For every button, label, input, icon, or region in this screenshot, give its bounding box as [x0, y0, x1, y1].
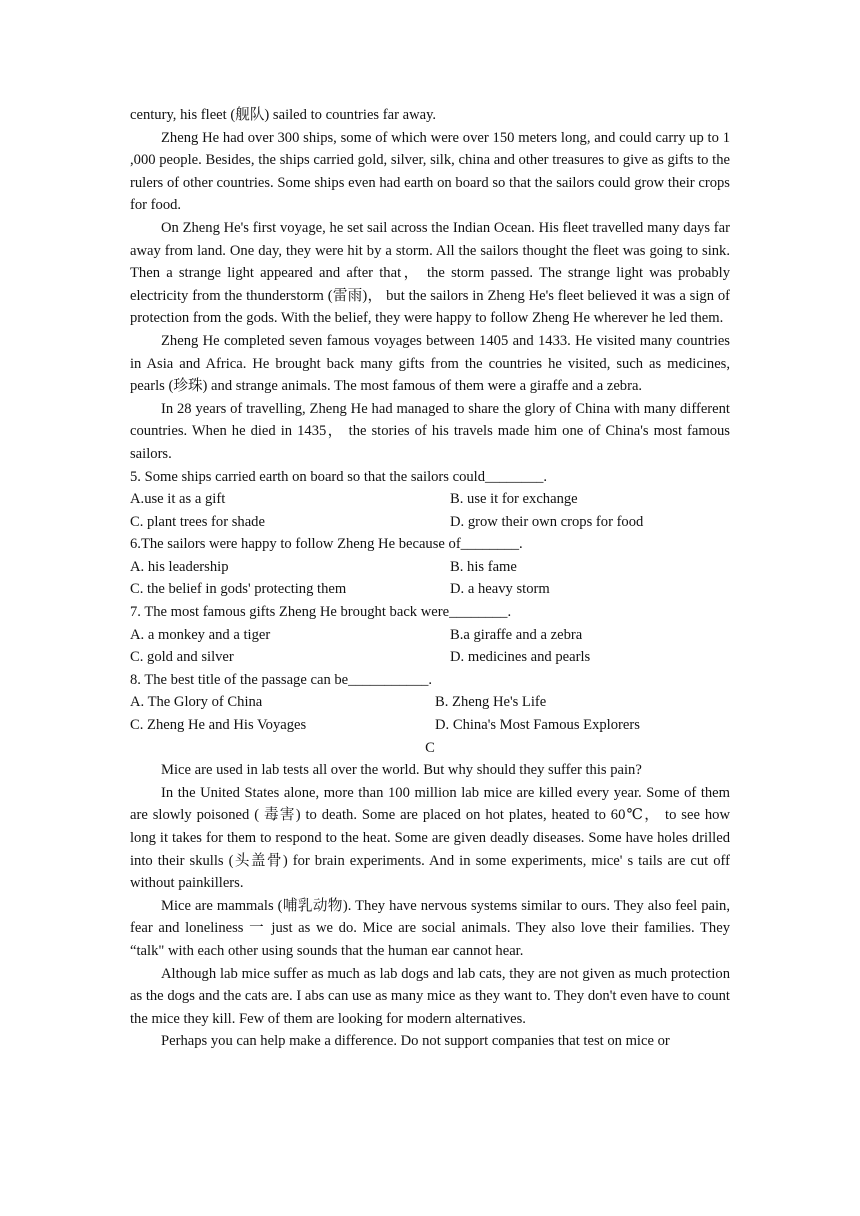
option-b: B.a giraffe and a zebra — [450, 626, 583, 643]
paragraph: Although lab mice suffer as much as lab dogs and lab cats, they are not given as much protection as the dogs and the cats are. I abs can use as many mice as they want to. They don't even have to count the mice they kill. Few of them are looking for modern alternatives. — [130, 965, 730, 1027]
paragraph: Mice are mammals (哺乳动物). They have nervous systems similar to ours. They also feel pain, fear and loneliness 一 just as we do. Mice are social animals. They also love their families. They “talk" with each other using sounds that the human ear cannot hear. — [130, 897, 730, 959]
option-c: C. Zheng He and His Voyages — [130, 717, 307, 734]
question-stem: 6.The sailors were happy to follow Zheng He because of________. — [130, 536, 523, 553]
document-page — [130, 104, 730, 1053]
question-stem: 5. Some ships carried earth on board so that the sailors could________. — [130, 468, 548, 485]
option-b: B. Zheng He's Life — [435, 694, 547, 711]
paragraph: Perhaps you can help make a difference. Do not support companies that test on mice or — [161, 1033, 670, 1050]
option-d: D. a heavy storm — [450, 581, 550, 598]
paragraph: In 28 years of travelling, Zheng He had managed to share the glory of China with many different countries. When he died in 1435， the stories of his travels made him one of China's most famous sailors. — [130, 400, 730, 462]
option-b: B. use it for exchange — [450, 491, 578, 508]
paragraph: Mice are used in lab tests all over the world. But why should they suffer this pain? — [161, 762, 642, 779]
question-stem: 8. The best title of the passage can be___________. — [130, 671, 433, 688]
option-a: A. a monkey and a tiger — [130, 626, 271, 643]
option-a: A. his leadership — [130, 558, 229, 575]
paragraph: On Zheng He's first voyage, he set sail across the Indian Ocean. His fleet travelled many days far away from land. One day, they were hit by a storm. All the sailors thought the fleet was going to sink. Then a strange light appeared and after that， the storm passed. The strange light was probably electricity from the thunderstorm (雷雨)， but the sailors in Zheng He's fleet believed it was a sign of protection from the gods. With the belief, they were happy to follow Zheng He wherever he led them. — [130, 219, 730, 327]
option-d: D. grow their own crops for food — [450, 513, 644, 530]
paragraph: In the United States alone, more than 100 million lab mice are killed every year. Some of them are slowly poisoned ( 毒害) to death. Some are placed on hot plates, heated to 60℃， to see how long it takes for them to respond to the heat. Some are given deadly diseases. Some have holes drilled into their skulls (头盖骨) for brain experiments. And in some experiments, mice' s tails are cut off without painkillers. — [130, 784, 730, 892]
option-a: A. The Glory of China — [130, 694, 263, 711]
question-stem: 7. The most famous gifts Zheng He brought back were________. — [130, 604, 512, 621]
question-5 — [130, 466, 730, 534]
option-c: C. the belief in gods' protecting them — [130, 581, 347, 598]
option-a: A.use it as a gift — [130, 491, 226, 508]
option-d: D. medicines and pearls — [450, 649, 591, 666]
option-c: C. plant trees for shade — [130, 513, 265, 530]
paragraph: century, his fleet (舰队) sailed to countries far away. — [130, 107, 437, 123]
question-7 — [130, 601, 730, 669]
question-6 — [130, 533, 730, 601]
option-c: C. gold and silver — [130, 649, 234, 666]
option-b: B. his fame — [450, 558, 517, 575]
paragraph: Zheng He completed seven famous voyages between 1405 and 1433. He visited many countries in Asia and Africa. He brought back many gifts from the countries he visited, such as medicines, pearls (珍珠) and strange animals. The most famous of them were a giraffe and a zebra. — [130, 332, 730, 395]
paragraph: Zheng He had over 300 ships, some of which were over 150 meters long, and could carry up to 1 ,000 people. Besides, the ships carried gold, silver, silk, china and other treasures to give as gifts to the rulers of other countries. Some ships even had earth on board so that the sailors could grow their crops for food. — [130, 129, 730, 214]
section-heading: C — [425, 739, 435, 756]
option-d: D. China's Most Famous Explorers — [435, 717, 640, 734]
question-8 — [130, 669, 730, 737]
